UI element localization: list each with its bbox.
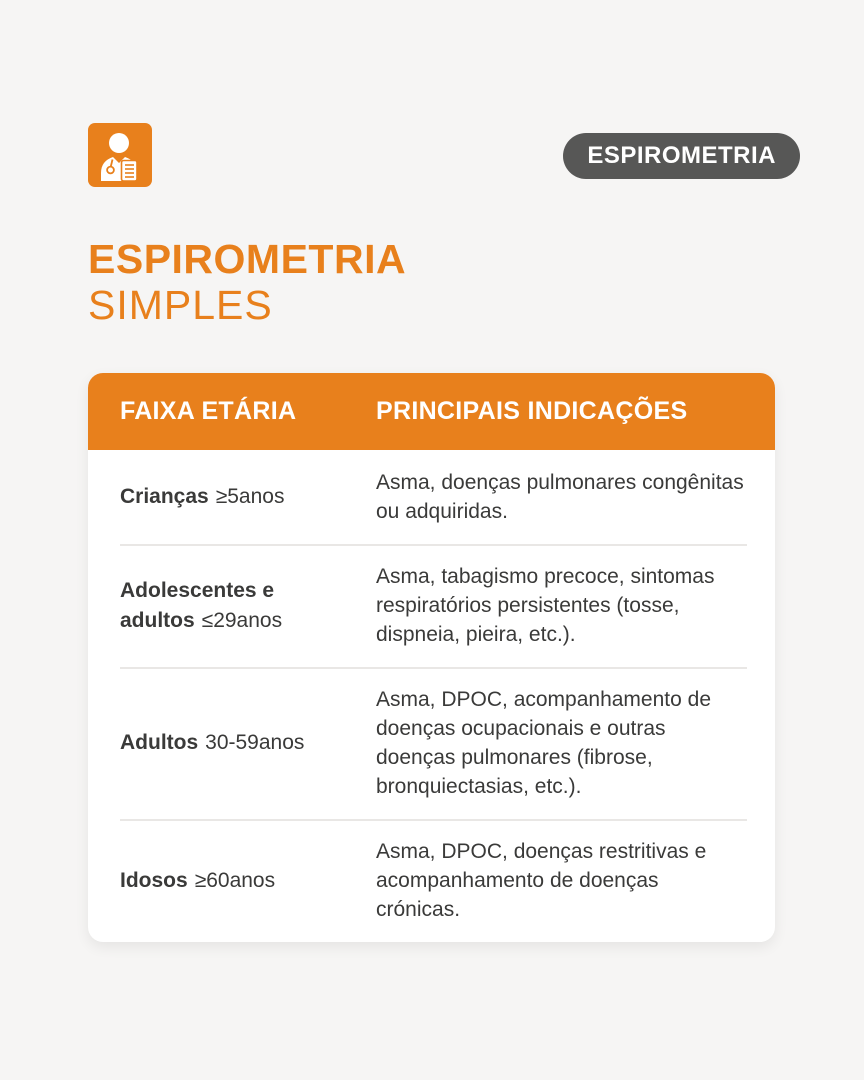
age-group-name: Adolescentes e adultos xyxy=(120,578,275,632)
table-row xyxy=(88,544,775,667)
indications-cell: Asma, doenças pulmonares congênitas ou adquiridas. xyxy=(376,471,744,523)
top-bar xyxy=(88,123,800,187)
age-group-name: Adultos xyxy=(120,731,199,754)
indications-cell: Asma, tabagismo precoce, sintomas respiratórios persistentes (tosse, dispneia, pieira, etc.). xyxy=(376,565,715,646)
column-header-principais-indicacoes: PRINCIPAIS INDICAÇÕES xyxy=(376,397,688,425)
indications-cell: Asma, DPOC, doenças restritivas e acompanhamento de doenças crónicas. xyxy=(376,840,707,921)
table-row xyxy=(88,667,775,819)
age-range: ≥5anos xyxy=(215,485,285,508)
column-header-faixa-etaria: FAIXA ETÁRIA xyxy=(120,397,297,425)
age-group-name: Crianças xyxy=(120,485,209,508)
age-group-name: Idosos xyxy=(120,868,188,892)
page-title-line1: ESPIROMETRIA xyxy=(88,236,407,282)
indications-cell: Asma, DPOC, acompanhamento de doenças ocupacionais e outras doenças pulmonares (fibrose, bronquiectasias, etc.). xyxy=(376,688,711,798)
age-group-cell xyxy=(88,482,376,512)
doctor-with-clipboard-icon xyxy=(88,123,152,187)
age-group-cell xyxy=(88,728,376,758)
table-header xyxy=(88,373,775,450)
table-row xyxy=(88,450,775,544)
indications-table-card xyxy=(88,373,775,942)
age-range: 30-59anos xyxy=(205,731,305,754)
age-range: ≤29anos xyxy=(201,608,283,632)
page-title-line2: SIMPLES xyxy=(88,282,273,329)
age-group-cell xyxy=(88,576,376,636)
table-row xyxy=(88,819,775,942)
page-title xyxy=(88,237,406,329)
category-badge: ESPIROMETRIA xyxy=(563,133,800,179)
age-range: ≥60anos xyxy=(194,868,276,892)
age-group-cell xyxy=(88,866,376,896)
